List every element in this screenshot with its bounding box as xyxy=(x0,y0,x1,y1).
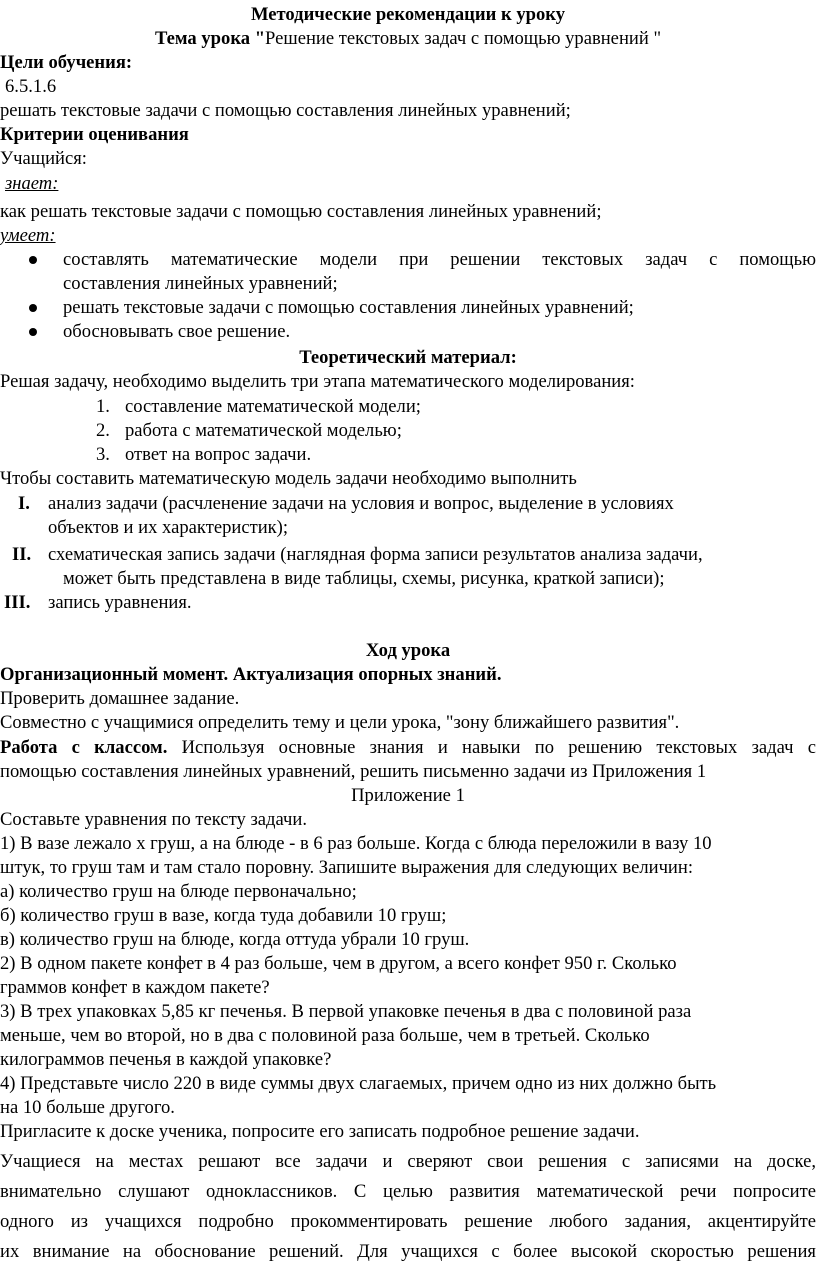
bullet-icon xyxy=(29,304,37,312)
step-number: I. xyxy=(18,493,30,514)
class-work-text: Используя основные знания и навыки по решению текстовых задач с xyxy=(181,737,816,758)
can-item-2: решать текстовые задачи с помощью составления линейных уравнений; xyxy=(63,297,634,318)
step-text: анализ задачи (расчленение задачи на условия и вопрос, выделение в условиях xyxy=(48,493,674,514)
theory-heading: Теоретический материал: xyxy=(299,347,517,368)
class-work-cont: помощью составления линейных уравнений, решить письменно задачи из Приложения 1 xyxy=(0,761,707,782)
problem-line: меньше, чем во второй, но в два с половиной раза больше, чем в третьей. Сколько xyxy=(0,1025,650,1046)
check-homework: Проверить домашнее задание. xyxy=(0,688,240,709)
problem-line: 2) В одном пакете конфет в 4 раз больше, чем в другом, а всего конфет 950 г. Сколько xyxy=(0,953,677,974)
step-text: запись уравнения. xyxy=(48,592,192,613)
theory-intro: Решая задачу, необходимо выделить три этапа математического моделирования: xyxy=(0,371,635,392)
knows-label: знает: xyxy=(5,173,59,194)
goal-text: решать текстовые задачи с помощью составления линейных уравнений; xyxy=(0,100,571,121)
class-work-label: Работа с классом. xyxy=(0,737,168,758)
problem-line: в) количество груш на блюде, когда оттуда убрали 10 груш. xyxy=(0,929,470,950)
step-number: III. xyxy=(4,592,31,613)
topic-prefix: Тема урока " xyxy=(154,28,266,49)
lesson-heading: Ход урока xyxy=(365,640,451,661)
knows-text: как решать текстовые задачи с помощью составления линейных уравнений; xyxy=(0,201,602,222)
problem-line: граммов конфет в каждом пакете? xyxy=(0,977,270,998)
problem-line: б) количество груш в вазе, когда туда добавили 10 груш; xyxy=(0,905,447,926)
can-item-1-cont: составления линейных уравнений; xyxy=(63,273,338,294)
appendix-title: Приложение 1 xyxy=(351,785,465,806)
goal-code: 6.5.1.6 xyxy=(5,76,57,97)
appendix-intro: Составьте уравнения по тексту задачи. xyxy=(0,809,307,830)
can-item-1: составлять математические модели при решении текстовых задач с помощью xyxy=(63,249,816,270)
stage-text: составление математической модели; xyxy=(125,396,421,417)
invite-text: Пригласите к доске ученика, попросите его записать подробное решение задачи. xyxy=(0,1121,640,1142)
stage-number: 1. xyxy=(96,396,110,417)
stage-text: работа с математической моделью; xyxy=(125,420,402,441)
stage-number: 3. xyxy=(96,444,110,465)
problem-line: штук, то груш там и там стало поровну. Запишите выражения для следующих величин: xyxy=(0,857,693,878)
goals-heading: Цели обучения: xyxy=(0,52,133,73)
criteria-heading: Критерии оценивания xyxy=(0,124,189,145)
problem-line: килограммов печенья в каждой упаковке? xyxy=(0,1049,332,1070)
stage-number: 2. xyxy=(96,420,110,441)
define-topic: Совместно с учащимися определить тему и цели урока, "зону ближайшего развития". xyxy=(0,712,680,733)
topic-text: Решение текстовых задач с помощью уравнений " xyxy=(265,28,662,49)
document-title: Методические рекомендации к уроку xyxy=(250,4,566,25)
problem-line: 1) В вазе лежало х груш, а на блюде - в 6 раз больше. Когда с блюда переложили в вазу 10 xyxy=(0,833,712,854)
can-label: умеет: xyxy=(0,225,56,246)
problem-line: на 10 больше другого. xyxy=(0,1097,175,1118)
model-intro: Чтобы составить математическую модель задачи необходимо выполнить xyxy=(0,468,577,489)
student-label: Учащийся: xyxy=(0,148,87,169)
problem-line: 4) Представьте число 220 в виде суммы двух слагаемых, причем одно из них должно быть xyxy=(0,1073,717,1094)
class-work-line xyxy=(0,736,816,760)
final-line: Учащиеся на местах решают все задачи и сверяют свои решения с записями на доске, xyxy=(0,1151,816,1172)
problem-line: 3) В трех упаковках 5,85 кг печенья. В первой упаковке печенья в два с половиной раза xyxy=(0,1001,692,1022)
step-text: схематическая запись задачи (наглядная форма записи результатов анализа задачи, xyxy=(48,544,703,565)
stage-text: ответ на вопрос задачи. xyxy=(125,444,312,465)
problem-line: а) количество груш на блюде первоначально; xyxy=(0,881,357,902)
final-line: одного из учащихся подробно прокомментировать решение любого задания, акцентируйте xyxy=(0,1211,816,1232)
can-item-3: обосновывать свое решение. xyxy=(63,321,291,342)
org-heading: Организационный момент. Актуализация опорных знаний. xyxy=(0,664,502,685)
step-text-cont: может быть представлена в виде таблицы, схемы, рисунка, краткой записи); xyxy=(63,568,665,589)
step-number: II. xyxy=(12,544,32,565)
lesson-topic xyxy=(0,27,816,51)
bullet-icon xyxy=(29,328,37,336)
bullet-icon xyxy=(29,256,37,264)
final-line: их внимание на обоснование решений. Для учащихся с более высокой скоростью решения xyxy=(0,1241,816,1262)
final-line: внимательно слушают одноклассников. С целью развития математической речи попросите xyxy=(0,1181,816,1202)
step-text-cont: объектов и их характеристик); xyxy=(48,517,289,538)
